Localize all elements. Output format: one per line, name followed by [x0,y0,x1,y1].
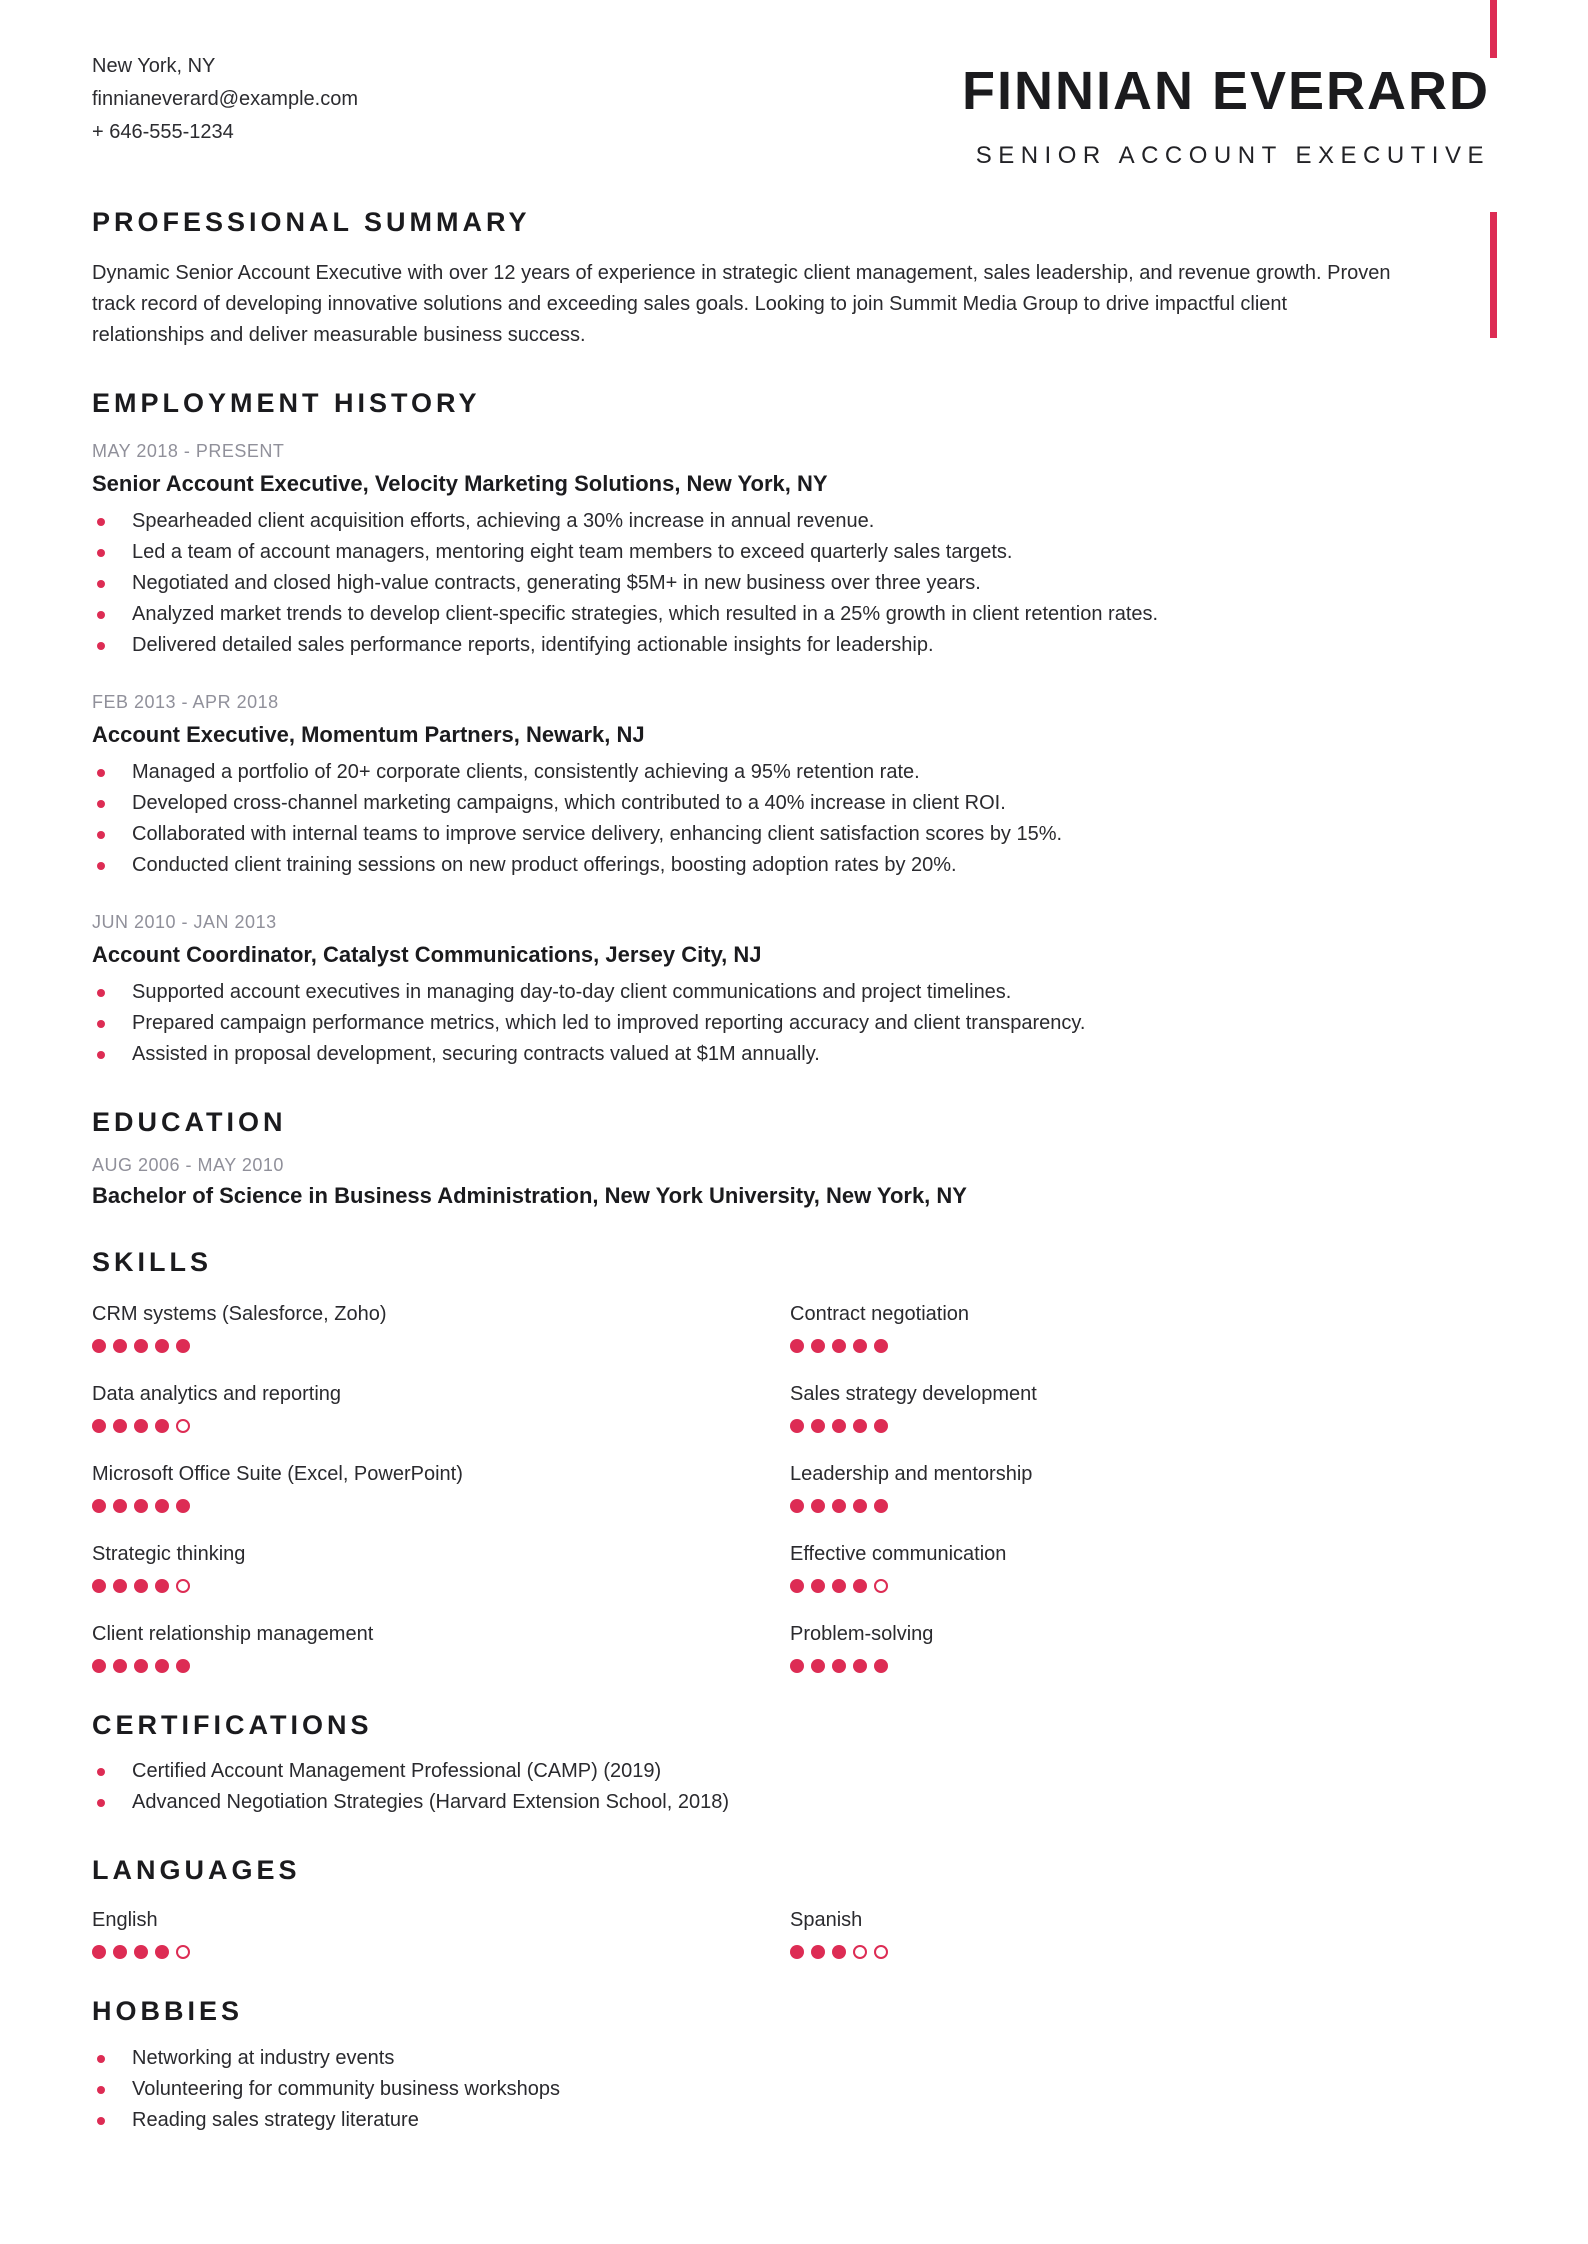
education-dates: AUG 2006 - MAY 2010 [92,1155,284,1176]
language-rating [790,1945,1488,1959]
language-label: Spanish [790,1909,863,1932]
rating-dot-filled [790,1339,804,1353]
skill-item [92,1462,790,1513]
hobby-text: Reading sales strategy literature [132,2108,419,2131]
education-degree: Bachelor of Science in Business Administration, New York University, New York, NY [92,1183,967,1209]
rating-dot-filled [92,1579,106,1593]
rating-dot-filled [134,1945,148,1959]
skill-label: Client relationship management [92,1622,374,1645]
skill-rating [92,1339,790,1353]
skill-item [790,1462,1488,1513]
skill-item [92,1382,790,1433]
skill-label: Effective communication [790,1542,1007,1565]
job-bullet-list [92,977,1490,1070]
section-employment-history [92,389,1490,1071]
rating-dot-filled [92,1499,106,1513]
certification-text: Advanced Negotiation Strategies (Harvard Extension School, 2018) [132,1791,730,1814]
job-bullet [92,788,1490,819]
hobby-item [92,2043,1490,2074]
rating-dot-filled [155,1579,169,1593]
candidate-job-title: SENIOR ACCOUNT EXECUTIVE [975,142,1490,169]
rating-dot-empty [176,1579,190,1593]
hobby-list [92,2043,1490,2136]
contact-phone: + 646-555-1234 [92,121,234,143]
bullet-icon [97,2055,105,2063]
bullet-icon [97,769,105,777]
hobby-text: Volunteering for community business workshops [132,2077,560,2100]
section-education [92,1108,1490,1210]
bullet-icon [97,549,105,557]
rating-dot-filled [811,1499,825,1513]
skill-rating [92,1579,790,1593]
skill-rating [92,1419,790,1433]
rating-dot-filled [113,1499,127,1513]
section-certifications [92,1711,1490,1819]
job-dates: JUN 2010 - JAN 2013 [92,912,277,933]
contact-location: New York, NY [92,55,216,77]
job-entry [92,691,1490,881]
certification-list [92,1756,1490,1818]
name-block [961,61,1490,170]
job-bullet [92,537,1490,568]
bullet-icon [97,518,105,526]
hobby-item [92,2074,1490,2105]
rating-dot-filled [155,1659,169,1673]
bullet-icon [97,1051,105,1059]
certification-text: Certified Account Management Professional (CAMP) (2019) [132,1760,662,1783]
rating-dot-filled [155,1945,169,1959]
job-dates: MAY 2018 - PRESENT [92,441,285,462]
section-professional-summary [92,208,1490,351]
job-bullet [92,568,1490,599]
skill-label: Microsoft Office Suite (Excel, PowerPoint) [92,1462,463,1485]
candidate-name: FINNIAN EVERARD [961,61,1490,121]
bullet-text: Led a team of account managers, mentoring eight team members to exceed quarterly sales targets. [132,541,1013,564]
job-bullet [92,977,1490,1008]
rating-dot-filled [832,1339,846,1353]
rating-dot-filled [113,1945,127,1959]
skills-grid [92,1302,1488,1673]
bullet-icon [97,580,105,588]
job-bullet [92,850,1490,881]
rating-dot-filled [811,1579,825,1593]
job-position: Senior Account Executive, Velocity Marketing Solutions, New York, NY [92,471,828,497]
skill-item [790,1622,1488,1673]
rating-dot-filled [176,1499,190,1513]
job-bullet-list [92,757,1490,881]
skill-label: Problem-solving [790,1622,934,1645]
language-item [92,1908,790,1959]
job-bullet [92,506,1490,537]
bullet-icon [97,1799,105,1807]
job-position: Account Coordinator, Catalyst Communications, Jersey City, NJ [92,942,762,968]
rating-dot-filled [874,1659,888,1673]
skill-rating [790,1339,1488,1353]
header [92,50,1490,170]
job-position: Account Executive, Momentum Partners, Newark, NJ [92,722,645,748]
bullet-text: Supported account executives in managing day-to-day client communications and project timelines. [132,981,1012,1004]
section-heading-education: EDUCATION [92,1107,287,1138]
rating-dot-filled [155,1499,169,1513]
accent-bar-top [1490,0,1497,58]
skill-label: Contract negotiation [790,1302,970,1325]
bullet-icon [97,2117,105,2125]
skill-label: Data analytics and reporting [92,1382,342,1405]
rating-dot-filled [92,1339,106,1353]
skill-item [790,1302,1488,1353]
bullet-icon [97,862,105,870]
bullet-text: Developed cross-channel marketing campaigns, which contributed to a 40% increase in client ROI. [132,792,1006,815]
skill-rating [92,1659,790,1673]
rating-dot-filled [853,1339,867,1353]
rating-dot-filled [790,1419,804,1433]
rating-dot-filled [811,1339,825,1353]
bullet-icon [97,611,105,619]
rating-dot-filled [92,1659,106,1673]
skill-label: Leadership and mentorship [790,1462,1033,1485]
language-item [790,1908,1488,1959]
bullet-text: Prepared campaign performance metrics, which led to improved reporting accuracy and client transparency. [132,1012,1086,1035]
rating-dot-filled [176,1659,190,1673]
skill-item [92,1302,790,1353]
job-bullet [92,630,1490,661]
rating-dot-filled [832,1945,846,1959]
skill-item [790,1542,1488,1593]
skill-item [790,1382,1488,1433]
rating-dot-filled [134,1419,148,1433]
rating-dot-filled [853,1499,867,1513]
job-bullet [92,819,1490,850]
skill-rating [92,1499,790,1513]
rating-dot-empty [176,1419,190,1433]
rating-dot-empty [176,1945,190,1959]
rating-dot-filled [790,1659,804,1673]
language-rating [92,1945,790,1959]
rating-dot-filled [853,1419,867,1433]
certification-item [92,1756,1490,1787]
rating-dot-filled [832,1659,846,1673]
hobby-item [92,2105,1490,2136]
rating-dot-filled [790,1945,804,1959]
rating-dot-filled [113,1579,127,1593]
skill-rating [790,1499,1488,1513]
bullet-icon [97,989,105,997]
rating-dot-filled [134,1499,148,1513]
bullet-text: Analyzed market trends to develop client-specific strategies, which resulted in a 25% growth in client retention rates. [132,603,1159,626]
bullet-icon [97,831,105,839]
contact-block [92,50,358,149]
rating-dot-filled [155,1419,169,1433]
rating-dot-filled [832,1499,846,1513]
job-bullet [92,1008,1490,1039]
section-heading-hobbies: HOBBIES [92,1996,244,2027]
section-heading-skills: SKILLS [92,1247,213,1278]
section-heading-languages: LANGUAGES [92,1855,301,1886]
job-bullet [92,1039,1490,1070]
section-heading-certifications: CERTIFICATIONS [92,1709,373,1740]
bullet-text: Negotiated and closed high-value contracts, generating $5M+ in new business over three years. [132,572,981,595]
job-bullet-list [92,506,1490,661]
bullet-icon [97,2086,105,2094]
rating-dot-empty [874,1579,888,1593]
bullet-text: Managed a portfolio of 20+ corporate clients, consistently achieving a 95% retention rate. [132,761,920,784]
contact-email: finnianeverard@example.com [92,88,358,110]
skill-label: Strategic thinking [92,1542,246,1565]
rating-dot-empty [853,1945,867,1959]
accent-bar-middle [1490,212,1497,338]
rating-dot-filled [832,1419,846,1433]
bullet-text: Spearheaded client acquisition efforts, achieving a 30% increase in annual revenue. [132,510,875,533]
bullet-icon [97,1020,105,1028]
rating-dot-filled [134,1659,148,1673]
rating-dot-filled [811,1419,825,1433]
certification-item [92,1787,1490,1818]
skill-item [92,1622,790,1673]
bullet-text: Collaborated with internal teams to improve service delivery, enhancing client satisfaction scores by 15%. [132,823,1063,846]
rating-dot-filled [874,1339,888,1353]
section-heading-employment: EMPLOYMENT HISTORY [92,387,481,418]
job-bullet [92,599,1490,630]
job-entry [92,440,1490,661]
bullet-text: Assisted in proposal development, securing contracts valued at $1M annually. [132,1043,820,1066]
rating-dot-filled [134,1579,148,1593]
job-dates: FEB 2013 - APR 2018 [92,692,279,713]
hobby-text: Networking at industry events [132,2046,395,2069]
rating-dot-empty [874,1945,888,1959]
skill-item [92,1542,790,1593]
rating-dot-filled [134,1339,148,1353]
rating-dot-filled [853,1659,867,1673]
bullet-text: Conducted client training sessions on new product offerings, boosting adoption rates by 20%. [132,854,957,877]
skill-rating [790,1659,1488,1673]
rating-dot-filled [874,1499,888,1513]
bullet-icon [97,1768,105,1776]
rating-dot-filled [853,1579,867,1593]
section-hobbies [92,1997,1490,2136]
job-entry [92,911,1490,1070]
rating-dot-filled [113,1419,127,1433]
rating-dot-filled [790,1579,804,1593]
summary-text: Dynamic Senior Account Executive with over 12 years of experience in strategic client management, sales leadership, and revenue growth. Proven track record of developing innovative solutions and exceeding sales goals. Looking to join Summit Media Group to drive impactful client relationships and deliver measurable business success. [92,261,1391,346]
skill-label: Sales strategy development [790,1382,1037,1405]
skill-rating [790,1579,1488,1593]
rating-dot-filled [113,1659,127,1673]
rating-dot-filled [790,1499,804,1513]
section-skills [92,1248,1490,1673]
bullet-text: Delivered detailed sales performance reports, identifying actionable insights for leadership. [132,634,934,657]
rating-dot-filled [874,1419,888,1433]
languages-grid [92,1908,1488,1959]
rating-dot-filled [832,1579,846,1593]
skill-rating [790,1419,1488,1433]
rating-dot-filled [92,1945,106,1959]
skill-label: CRM systems (Salesforce, Zoho) [92,1302,387,1325]
section-heading-summary: PROFESSIONAL SUMMARY [92,207,531,237]
rating-dot-filled [92,1419,106,1433]
rating-dot-filled [811,1945,825,1959]
rating-dot-filled [176,1339,190,1353]
rating-dot-filled [811,1659,825,1673]
section-languages [92,1856,1490,1959]
language-label: English [92,1909,158,1932]
rating-dot-filled [155,1339,169,1353]
bullet-icon [97,642,105,650]
job-bullet [92,757,1490,788]
rating-dot-filled [113,1339,127,1353]
bullet-icon [97,800,105,808]
